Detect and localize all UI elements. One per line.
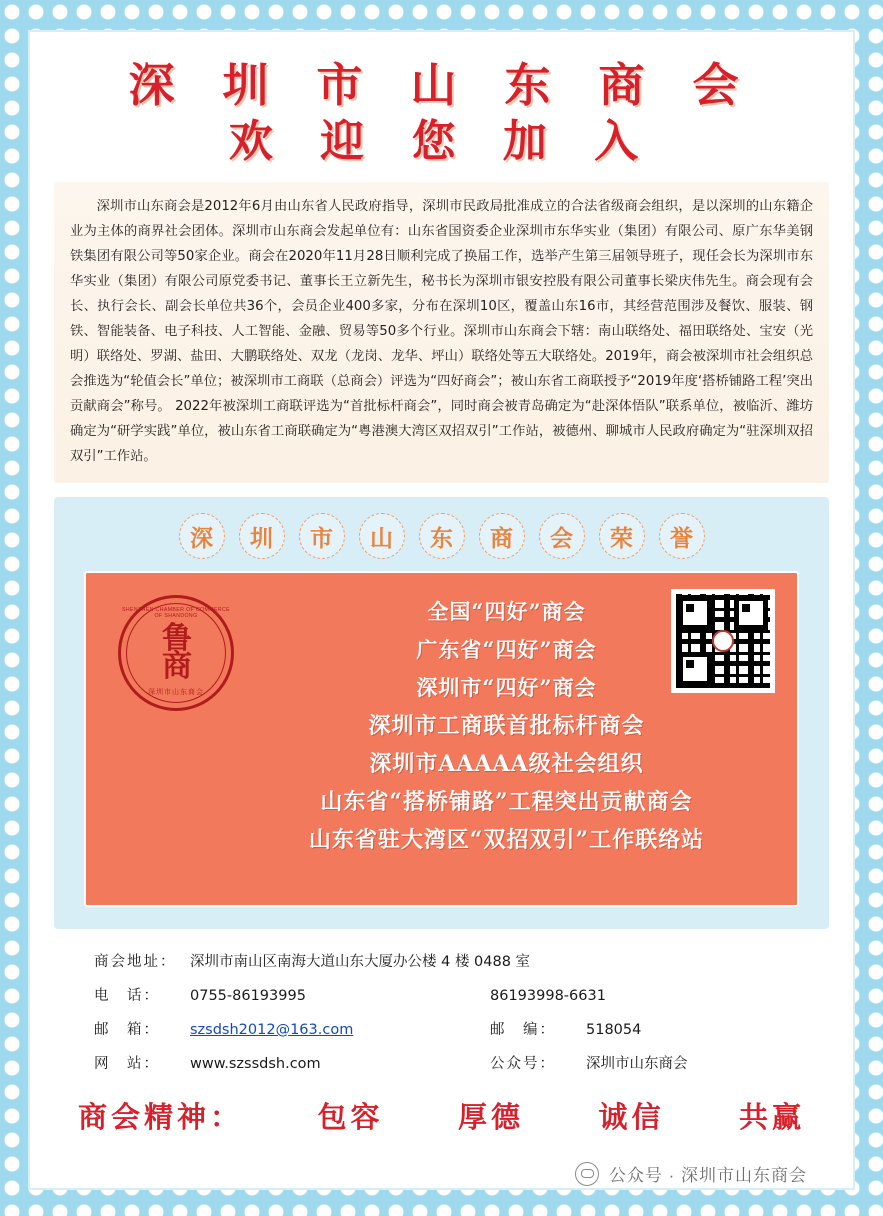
wechat-label: 公众号： — [490, 1056, 556, 1072]
honour-item: 深圳市“四好”商会 — [416, 675, 597, 700]
seal-arc-bottom: 深圳市山东商会 — [148, 689, 204, 696]
intro-paragraph: 深圳市山东商会是2012年6月由山东省人民政府指导，深圳市民政局批准成立的合法省级商会组织，是以深圳的山东籍企业为主体的商界社会团体。深圳市山东商会发起单位有：山东省国资委企业深圳市东华实业（集团）有限公司、原广东华美钢铁集团有限公司等50家企业。商会在2020年11月28日顺利完成了换届工作，选举产生第三届领导班子，现任会长为深圳市东华实业（集团）有限公司原党委书记、董事长王立新先生，秘书长为深圳市银安控股有限公司董事长梁庆伟先生。商会现有会长、执行会长、副会长单位共36个，会员企业400多家，分布在深圳10区，覆盖山东16市，其经营范围涉及餐饮、服装、钢铁、智能装备、电子科技、人工智能、金融、贸易等50多个行业。深圳市山东商会下辖：南山联络处、福田联络处、宝安（光明）联络处、罗湖、盐田、大鹏联络处、双龙（龙岗、龙华、坪山）联络处等五大联络处。2019年，商会被深圳市社会组织总会推选为“轮值会长”单位；被深圳市工商联（总商会）评选为“四好商会”；被山东省工商联授予“2019年度‘搭桥铺路工程’突出贡献商会”称号。 2022年被深圳工商联评选为“首批标杆商会”，同时商会被青岛确定为“赴深体悟队”联系单位，被临沂、潍坊确定为“研学实践”单位，被山东省工商联确定为“粤港澳大湾区双招双引”工作站，被德州、聊城市人民政府确定为“驻深圳双招双引”工作站。 — [54, 182, 829, 483]
wechat-official-account-icon — [575, 1162, 599, 1186]
honour-heading-char: 商 — [479, 513, 525, 559]
qr-eye-top-right — [734, 596, 768, 630]
honour-heading-char: 市 — [299, 513, 345, 559]
address-value: 深圳市南山区南海大道山东大厦办公楼 4 楼 0488 室 — [190, 954, 531, 970]
honour-heading-char: 圳 — [239, 513, 285, 559]
zip-value: 518054 — [586, 1022, 642, 1038]
chamber-seal-icon — [118, 595, 234, 711]
email-value-wrap — [190, 1013, 490, 1047]
qr-center-logo — [712, 630, 734, 652]
seal-glyph: 鲁商 — [162, 621, 190, 684]
honour-section — [54, 497, 829, 929]
footer-bar — [30, 1161, 853, 1186]
spirit-word: 诚信 — [598, 1100, 665, 1134]
spirit-label: 商会精神： — [78, 1100, 244, 1134]
contact-row-phone — [94, 979, 789, 1013]
honour-heading-char: 山 — [359, 513, 405, 559]
honour-heading-char: 荣 — [599, 513, 645, 559]
honour-heading-char: 深 — [179, 513, 225, 559]
phone-value: 0755-86193995 — [190, 988, 306, 1004]
honour-item: 广东省“四好”商会 — [416, 637, 597, 662]
contact-row-email — [94, 1013, 789, 1047]
honour-heading-char: 会 — [539, 513, 585, 559]
qr-eye-bottom-left — [678, 652, 712, 686]
honour-card — [84, 571, 799, 907]
email-label: 邮 箱： — [94, 1022, 160, 1038]
contact-row-address — [94, 945, 789, 979]
contact-row-web — [94, 1047, 789, 1081]
honour-heading-char: 誉 — [659, 513, 705, 559]
qr-matrix — [676, 594, 770, 688]
spirit-word: 共赢 — [738, 1100, 805, 1134]
spirit-word: 厚德 — [457, 1100, 524, 1134]
poster-inner-frame — [28, 30, 855, 1190]
spirit-line — [54, 1095, 829, 1136]
honour-item: 深圳市工商联首批标杆商会 — [368, 713, 645, 739]
qr-code-icon — [671, 589, 775, 693]
spirit-word: 包容 — [317, 1100, 384, 1134]
honour-heading-char: 东 — [419, 513, 465, 559]
contact-block — [54, 945, 829, 1081]
honour-heading — [84, 507, 799, 571]
qr-eye-top-left — [678, 596, 712, 630]
phone-value-secondary: 86193998-6631 — [490, 988, 606, 1004]
title-line-2: 欢 迎 您 加 入 — [228, 116, 655, 167]
seal-arc-top: SHENZHEN CHAMBER OF COMMERCE OF SHANDONG — [121, 607, 231, 619]
honour-item: 山东省“搭桥铺路”工程突出贡献商会 — [320, 789, 693, 815]
title-line-1: 深 圳 市 山 东 商 会 — [128, 58, 755, 112]
phone-label: 电 话： — [94, 988, 160, 1004]
website-value: www.szssdsh.com — [190, 1056, 321, 1072]
honour-item: 深圳市AAAAA级社会组织 — [369, 751, 644, 777]
address-label: 商会地址： — [94, 954, 177, 970]
footer-text: 公众号 · 深圳市山东商会 — [608, 1166, 807, 1185]
website-label: 网 站： — [94, 1056, 160, 1072]
email-link[interactable]: szsdsh2012@163.com — [190, 1022, 354, 1038]
honour-item: 全国“四好”商会 — [427, 599, 586, 624]
zip-label: 邮 编： — [490, 1022, 556, 1038]
wechat-value: 深圳市山东商会 — [586, 1056, 688, 1072]
honour-item: 山东省驻大湾区“双招双引”工作联络站 — [308, 827, 705, 853]
page-title — [54, 46, 829, 170]
